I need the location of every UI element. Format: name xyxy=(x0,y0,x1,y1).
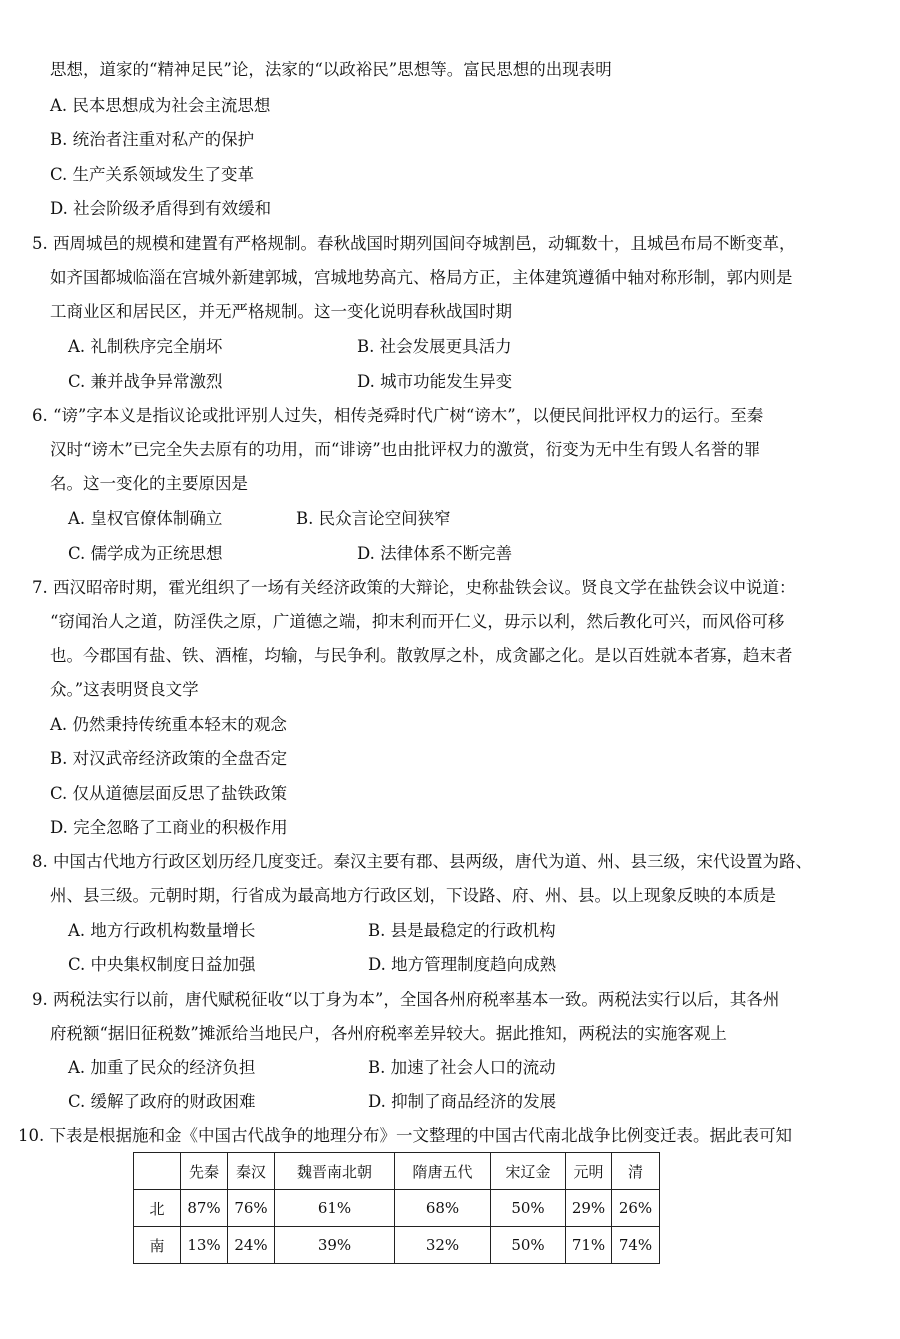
table-header-cell xyxy=(134,1153,181,1190)
q5-option-c: C. 兼并战争异常激烈 xyxy=(68,372,223,391)
table-cell: 50% xyxy=(491,1227,566,1264)
q4-option-c: C. 生产关系领域发生了变革 xyxy=(50,165,255,184)
table-header-cell: 宋辽金 xyxy=(491,1153,566,1190)
table-cell: 南 xyxy=(134,1227,181,1264)
q6-stem-line-1: 6. “谤”字本义是指议论或批评别人过失，相传尧舜时代广树“谤木”，以便民间批评权力的运行。至秦 xyxy=(32,406,764,425)
war-ratio-table xyxy=(133,1152,660,1264)
q10-stem: 10. 下表是根据施和金《中国古代战争的地理分布》一文整理的中国古代南北战争比例变迁表。据此表可知 xyxy=(18,1126,792,1145)
q8-stem-line-1: 8. 中国古代地方行政区划历经几度变迁。秦汉主要有郡、县两级，唐代为道、州、县三级，宋代设置为路、 xyxy=(32,852,812,871)
table-header-row xyxy=(134,1153,660,1190)
q7-stem-line-1: 7. 西汉昭帝时期，霍光组织了一场有关经济政策的大辩论，史称盐铁会议。贤良文学在盐铁会议中说道： xyxy=(32,578,796,597)
q9-option-b: B. 加速了社会人口的流动 xyxy=(368,1058,556,1077)
table-cell: 74% xyxy=(612,1227,660,1264)
q6-option-b: B. 民众言论空间狭窄 xyxy=(296,509,451,528)
question-4-stem-tail: 思想，道家的“精神足民”论，法家的“以政裕民”思想等。富民思想的出现表明 xyxy=(50,60,612,79)
table-cell: 29% xyxy=(566,1190,612,1227)
q5-stem-line-2: 如齐国都城临淄在宫城外新建郭城，宫城地势高亢、格局方正，主体建筑遵循中轴对称形制，郭内则是 xyxy=(50,268,793,287)
table-cell: 26% xyxy=(612,1190,660,1227)
q8-option-d: D. 地方管理制度趋向成熟 xyxy=(368,955,557,974)
q9-stem-line-1: 9. 两税法实行以前，唐代赋税征收“以丁身为本”，全国各州府税率基本一致。两税法实行以后，其各州 xyxy=(32,990,780,1009)
q5-option-a: A. 礼制秩序完全崩坏 xyxy=(68,337,223,356)
q7-stem-line-2: “窃闻治人之道，防淫佚之原，广道德之端，抑末利而开仁义，毋示以利，然后教化可兴，而风俗可移 xyxy=(50,612,785,631)
q6-option-a: A. 皇权官僚体制确立 xyxy=(68,509,223,528)
q9-option-a: A. 加重了民众的经济负担 xyxy=(68,1058,256,1077)
q8-option-a: A. 地方行政机构数量增长 xyxy=(68,921,256,940)
table-cell: 61% xyxy=(275,1190,395,1227)
table-cell: 71% xyxy=(566,1227,612,1264)
q6-option-c: C. 儒学成为正统思想 xyxy=(68,544,223,563)
q7-stem-line-4: 众。”这表明贤良文学 xyxy=(50,680,199,699)
table-cell: 39% xyxy=(275,1227,395,1264)
q7-option-d: D. 完全忽略了工商业的积极作用 xyxy=(50,818,288,837)
q8-option-c: C. 中央集权制度日益加强 xyxy=(68,955,256,974)
q9-stem-line-2: 府税额“据旧征税数”摊派给当地民户，各州府税率差异较大。据此推知，两税法的实施客观上 xyxy=(50,1024,727,1043)
table-cell: 24% xyxy=(228,1227,275,1264)
q5-option-b: B. 社会发展更具活力 xyxy=(357,337,512,356)
table-cell: 68% xyxy=(395,1190,491,1227)
q7-option-b: B. 对汉武帝经济政策的全盘否定 xyxy=(50,749,288,768)
q6-option-d: D. 法律体系不断完善 xyxy=(357,544,513,563)
table-header-cell: 元明 xyxy=(566,1153,612,1190)
q7-stem-line-3: 也。今郡国有盐、铁、酒榷，均输，与民争利。散敦厚之朴，成贪鄙之化。是以百姓就本者寡，趋末者 xyxy=(50,646,793,665)
table-header-cell: 隋唐五代 xyxy=(395,1153,491,1190)
table-cell: 32% xyxy=(395,1227,491,1264)
q4-option-d: D. 社会阶级矛盾得到有效缓和 xyxy=(50,199,272,218)
table-header-cell: 清 xyxy=(612,1153,660,1190)
q4-option-b: B. 统治者注重对私产的保护 xyxy=(50,130,255,149)
table-cell: 北 xyxy=(134,1190,181,1227)
q4-option-a: A. 民本思想成为社会主流思想 xyxy=(50,96,271,115)
table-cell: 13% xyxy=(181,1227,228,1264)
q5-option-d: D. 城市功能发生异变 xyxy=(357,372,513,391)
q9-option-c: C. 缓解了政府的财政困难 xyxy=(68,1092,256,1111)
q8-option-b: B. 县是最稳定的行政机构 xyxy=(368,921,556,940)
table-cell: 50% xyxy=(491,1190,566,1227)
table-header-cell: 秦汉 xyxy=(228,1153,275,1190)
q6-stem-line-3: 名。这一变化的主要原因是 xyxy=(50,474,248,493)
table-row xyxy=(134,1227,660,1264)
q7-option-a: A. 仍然秉持传统重本轻末的观念 xyxy=(50,715,287,734)
q6-stem-line-2: 汉时“谤木”已完全失去原有的功用，而“诽谤”也由批评权力的激赏，衍变为无中生有毁人名誉的罪 xyxy=(50,440,761,459)
table-cell: 87% xyxy=(181,1190,228,1227)
q5-stem-line-3: 工商业区和居民区，并无严格规制。这一变化说明春秋战国时期 xyxy=(50,302,512,321)
table-row xyxy=(134,1190,660,1227)
q9-option-d: D. 抑制了商品经济的发展 xyxy=(368,1092,557,1111)
table-header-cell: 魏晋南北朝 xyxy=(275,1153,395,1190)
q5-stem-line-1: 5. 西周城邑的规模和建置有严格规制。春秋战国时期列国间夺城割邑，动辄数十，且城邑布局不断变革， xyxy=(32,234,796,253)
q8-stem-line-2: 州、县三级。元朝时期，行省成为最高地方行政区划，下设路、府、州、县。以上现象反映的本质是 xyxy=(50,886,776,905)
table-header-cell: 先秦 xyxy=(181,1153,228,1190)
q7-option-c: C. 仅从道德层面反思了盐铁政策 xyxy=(50,784,288,803)
table-cell: 76% xyxy=(228,1190,275,1227)
